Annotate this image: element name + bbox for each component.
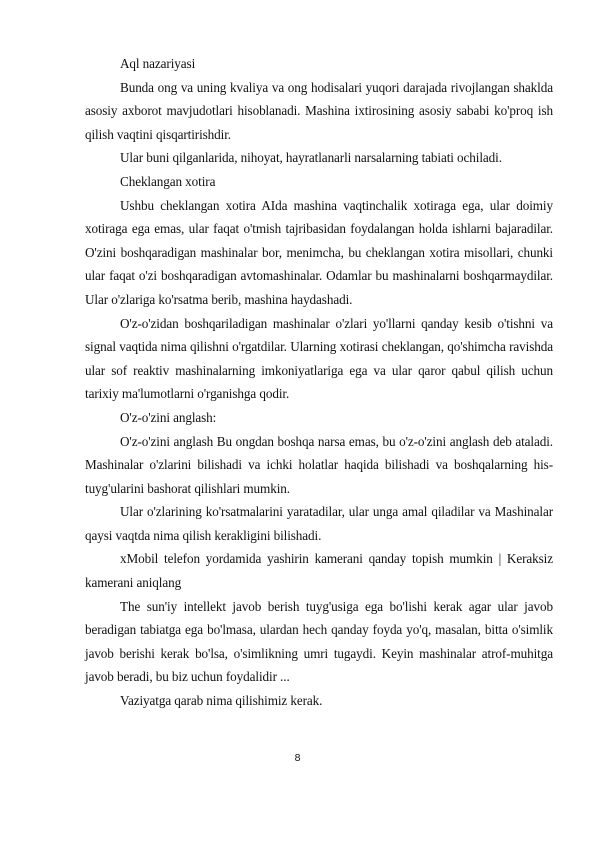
section-heading-cheklangan-xotira: Cheklangan xotira [120, 173, 216, 189]
page-number: 8 [294, 753, 301, 764]
paragraph-vaziyatga-qarab: Vaziyatga qarab nima qilishimiz kerak. [120, 693, 323, 709]
document-page [85, 52, 553, 713]
section-heading-ozini-anglash: O'z-o'zini anglash: [120, 409, 217, 425]
paragraph-ozidan-boshqariladigan: O'z-o'zidan boshqariladigan mashinalar o'zlari yo'llarni qanday kesib o'tishni va signal vaqtida nima qilishni o'rgatdilar. Ularning xotirasi cheklangan, qo'shimcha ravishda ular sof reaktiv mashinalarning imkoniyatlariga ega va ular qaror qabul qilish uchun tarixiy ma'lumotlarni o'rganishga qodir. [85, 315, 553, 402]
paragraph-ozini-anglash: O'z-o'zini anglash Bu ongdan boshqa narsa emas, bu o'z-o'zini anglash deb ataladi. Mashinalar o'zlarini bilishadi va ichki holatlar haqida bilishadi va boshqalarning his-tuyg'ularini bashorat qilishlari mumkin. [85, 433, 553, 496]
paragraph-korsatmalar: Ular o'zlarining ko'rsatmalarini yaratadilar, ular unga amal qiladilar va Mashinalar qaysi vaqtda nima qilish kerakligini bilishadi. [85, 504, 553, 543]
paragraph-cheklangan-xotira: Ushbu cheklangan xotira AIda mashina vaqtinchalik xotiraga ega, ular doimiy xotiraga ega emas, ular faqat o'tmish tajribasidan foydalangan holda ishlarni bajaradilar. O'zini boshqaradigan mashinalar bor, menimcha, bu cheklangan xotira misollari, chunki ular faqat o'zi boshqaradigan avtomashinalar. Odamlar bu mashinalarni boshqarmaydilar. Ular o'zlariga ko'rsatma berib, mashina haydashadi. [85, 197, 553, 307]
paragraph-yashirin-kamera: xMobil telefon yordamida yashirin kamerani qanday topish mumkin | Keraksiz kamerani aniqlang [85, 551, 553, 591]
paragraph-hayratlanarli: Ular buni qilganlarida, nihoyat, hayratlanarli narsalarning tabiati ochiladi. [120, 150, 502, 166]
section-heading-aql-nazariyasi: Aql nazariyasi [120, 56, 196, 71]
paragraph-ong-kvaliya: Bunda ong va uning kvaliya va ong hodisalari yuqori darajada rivojlangan shaklda asosiy axborot mavjudotlari hisoblanadi. Mashina ixtirosining asosiy sababi ko'proq ish qilish vaqtini qisqartirishdir. [85, 79, 553, 142]
paragraph-javob-berish: The sun'iy intellekt javob berish tuyg'usiga ega bo'lishi kerak agar ular javob beradigan tabiatga ega bo'lmasa, ulardan hech qanday foyda yo'q, masalan, bitta o'simlik javob berishi kerak bo'lsa, o'simlikning umri tugaydi. Keyin mashinalar atrof-muhitga javob beradi, bu biz uchun foydalidir ... [85, 598, 553, 685]
